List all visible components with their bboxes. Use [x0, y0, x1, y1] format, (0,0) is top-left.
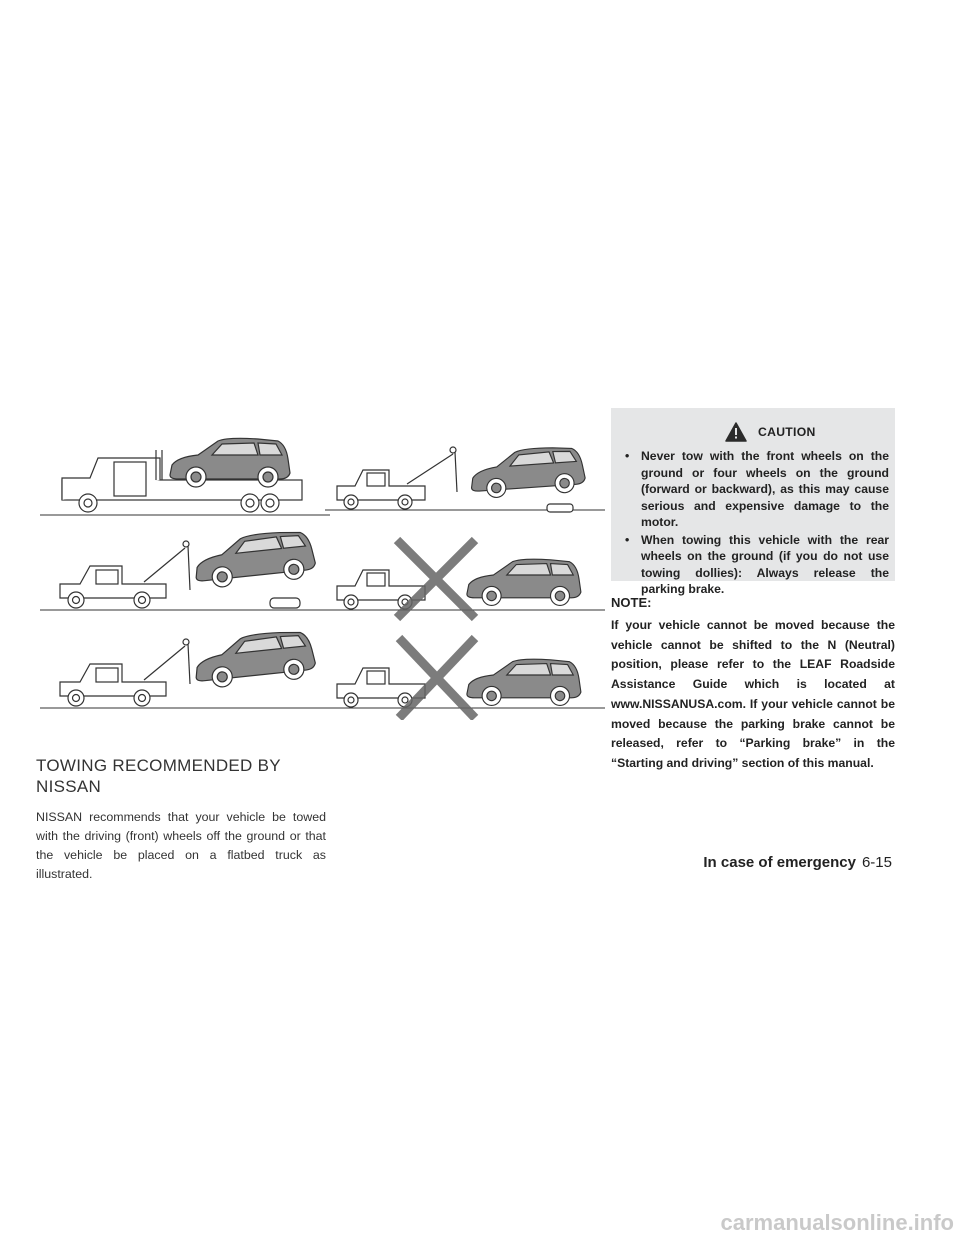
prohibited-x-icon	[397, 540, 475, 618]
towed-car-not-recommended-icon	[467, 559, 581, 605]
section-body: NISSAN recommends that your vehicle be towed with the driving (front) wheels off the ground or that the vehicle be placed on a flatbed truck as illustrated.	[36, 810, 326, 881]
towing-illustration-examples	[325, 420, 605, 720]
caution-item-text: Never tow with the front wheels on the ground or four wheels on the ground (forward or backward), as this may cause serious and expensive damage to the motor.	[641, 449, 889, 529]
caution-item-text: When towing this vehicle with the rear wheels on the ground (if you do not use towing dollies): Always release the parking brake.	[641, 532, 889, 596]
bullet: •	[625, 449, 630, 463]
bullet: •	[625, 532, 630, 547]
note-text: If your vehicle cannot be moved because the vehicle cannot be shifted to the N (Neutral) position, please refer to the LEAF Roadside Assistance Guide which is located at www.NISSANUSA.com. If your vehicle cannot be moved because the parking brake cannot be released, refer to “Parking brake” in the “Starting and driving” section of this manual.	[611, 618, 895, 770]
caution-item	[623, 532, 889, 598]
towed-car-lift-icon	[192, 629, 316, 690]
note-title: NOTE:	[611, 595, 652, 610]
caution-box	[611, 408, 895, 596]
section-title: TOWING RECOMMENDED BY NISSAN	[36, 756, 281, 796]
caution-item	[623, 448, 889, 531]
caution-header	[611, 422, 895, 444]
prohibited-x-icon	[399, 638, 475, 718]
towed-car-rear-dolly-icon	[469, 445, 586, 499]
towed-car-four-wheels-icon	[467, 659, 581, 705]
page-number: 6-15	[861, 854, 892, 871]
watermark: carmanualsonline.info	[720, 1210, 954, 1235]
towed-car-dolly-icon	[192, 529, 316, 590]
warning-icon	[725, 422, 747, 442]
page-footer	[703, 854, 892, 874]
towing-illustration-recommended	[40, 420, 330, 720]
caution-title: CAUTION	[758, 425, 816, 439]
footer-section-name: In case of emergency	[703, 854, 856, 871]
caution-list	[623, 448, 889, 599]
